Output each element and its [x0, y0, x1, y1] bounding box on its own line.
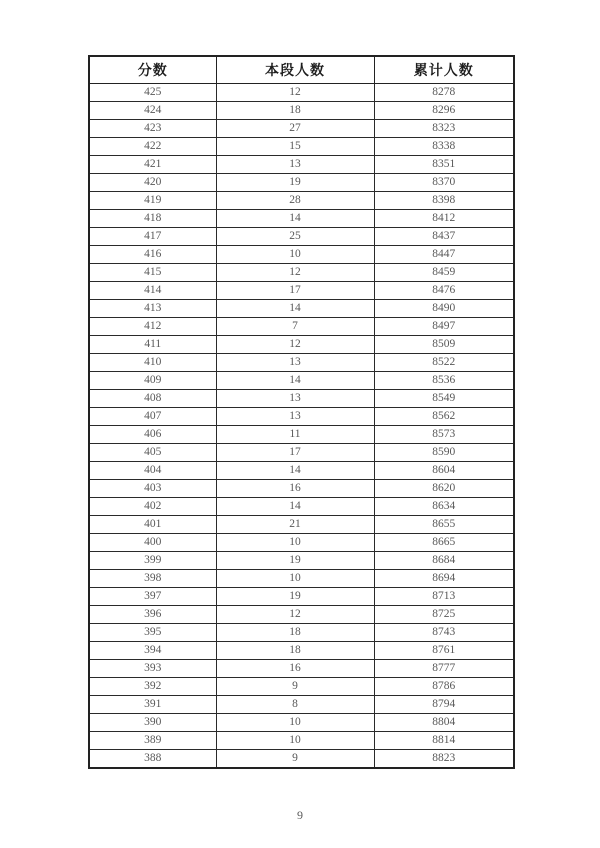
table-cell: 8655 [374, 516, 514, 534]
table-cell: 13 [216, 156, 374, 174]
table-cell: 414 [89, 282, 216, 300]
table-cell: 8786 [374, 678, 514, 696]
table-row [89, 444, 514, 462]
table-cell: 8536 [374, 372, 514, 390]
table-cell: 16 [216, 480, 374, 498]
table-cell: 407 [89, 408, 216, 426]
table-cell: 12 [216, 264, 374, 282]
header-cumulative-count: 累计人数 [374, 56, 514, 84]
table-row [89, 228, 514, 246]
table-row [89, 534, 514, 552]
header-segment-count: 本段人数 [216, 56, 374, 84]
table-cell: 8509 [374, 336, 514, 354]
table-cell: 8562 [374, 408, 514, 426]
table-cell: 19 [216, 552, 374, 570]
table-cell: 8412 [374, 210, 514, 228]
table-cell: 397 [89, 588, 216, 606]
table-cell: 403 [89, 480, 216, 498]
table-cell: 8296 [374, 102, 514, 120]
table-cell: 14 [216, 498, 374, 516]
table-cell: 396 [89, 606, 216, 624]
table-cell: 8338 [374, 138, 514, 156]
table-cell: 409 [89, 372, 216, 390]
table-cell: 16 [216, 660, 374, 678]
table-cell: 13 [216, 390, 374, 408]
table-cell: 420 [89, 174, 216, 192]
table-cell: 8398 [374, 192, 514, 210]
table-row [89, 678, 514, 696]
table-row [89, 732, 514, 750]
table-cell: 10 [216, 570, 374, 588]
table-row [89, 588, 514, 606]
table-cell: 17 [216, 282, 374, 300]
table-row [89, 516, 514, 534]
table-cell: 8634 [374, 498, 514, 516]
header-score: 分数 [89, 56, 216, 84]
table-header-row [89, 56, 514, 84]
table-cell: 398 [89, 570, 216, 588]
table-cell: 8804 [374, 714, 514, 732]
table-cell: 8665 [374, 534, 514, 552]
table-cell: 401 [89, 516, 216, 534]
table-cell: 14 [216, 462, 374, 480]
table-cell: 15 [216, 138, 374, 156]
table-cell: 399 [89, 552, 216, 570]
table-cell: 14 [216, 300, 374, 318]
table-cell: 412 [89, 318, 216, 336]
table-cell: 7 [216, 318, 374, 336]
table-cell: 8447 [374, 246, 514, 264]
table-cell: 28 [216, 192, 374, 210]
table-cell: 391 [89, 696, 216, 714]
table-cell: 8814 [374, 732, 514, 750]
table-cell: 410 [89, 354, 216, 372]
table-row [89, 462, 514, 480]
table-cell: 389 [89, 732, 216, 750]
table-cell: 8794 [374, 696, 514, 714]
table-cell: 9 [216, 750, 374, 769]
table-cell: 8437 [374, 228, 514, 246]
table-cell: 8620 [374, 480, 514, 498]
table-cell: 13 [216, 354, 374, 372]
table-cell: 25 [216, 228, 374, 246]
table-cell: 12 [216, 606, 374, 624]
table-row [89, 606, 514, 624]
table-cell: 8459 [374, 264, 514, 282]
table-cell: 8549 [374, 390, 514, 408]
table-row [89, 354, 514, 372]
table-cell: 395 [89, 624, 216, 642]
table-row [89, 714, 514, 732]
table-row [89, 264, 514, 282]
table-cell: 8490 [374, 300, 514, 318]
table-cell: 18 [216, 102, 374, 120]
table-row [89, 408, 514, 426]
table-row [89, 174, 514, 192]
table-row [89, 138, 514, 156]
table-cell: 8725 [374, 606, 514, 624]
table-row [89, 192, 514, 210]
table-row [89, 624, 514, 642]
table-cell: 411 [89, 336, 216, 354]
table-cell: 406 [89, 426, 216, 444]
table-cell: 8684 [374, 552, 514, 570]
table-row [89, 480, 514, 498]
table-cell: 10 [216, 246, 374, 264]
table-cell: 8694 [374, 570, 514, 588]
table-cell: 408 [89, 390, 216, 408]
table-cell: 8351 [374, 156, 514, 174]
table-cell: 18 [216, 642, 374, 660]
table-row [89, 282, 514, 300]
table-row [89, 570, 514, 588]
table-row [89, 750, 514, 769]
table-cell: 8777 [374, 660, 514, 678]
table-cell: 424 [89, 102, 216, 120]
table-cell: 8 [216, 696, 374, 714]
table-cell: 8604 [374, 462, 514, 480]
table-cell: 10 [216, 714, 374, 732]
table-cell: 415 [89, 264, 216, 282]
table-row [89, 696, 514, 714]
table-cell: 8323 [374, 120, 514, 138]
table-cell: 419 [89, 192, 216, 210]
table-row [89, 336, 514, 354]
table-row [89, 210, 514, 228]
table-cell: 422 [89, 138, 216, 156]
table-cell: 394 [89, 642, 216, 660]
table-cell: 425 [89, 84, 216, 102]
table-cell: 413 [89, 300, 216, 318]
table-row [89, 660, 514, 678]
table-cell: 8713 [374, 588, 514, 606]
table-cell: 417 [89, 228, 216, 246]
table-cell: 400 [89, 534, 216, 552]
table-row [89, 390, 514, 408]
table-cell: 13 [216, 408, 374, 426]
table-row [89, 84, 514, 102]
table-cell: 8476 [374, 282, 514, 300]
table-cell: 392 [89, 678, 216, 696]
table-cell: 17 [216, 444, 374, 462]
table-cell: 14 [216, 210, 374, 228]
table-row [89, 246, 514, 264]
table-row [89, 372, 514, 390]
table-row [89, 102, 514, 120]
table-row [89, 552, 514, 570]
table-cell: 18 [216, 624, 374, 642]
table-cell: 19 [216, 174, 374, 192]
table-cell: 12 [216, 84, 374, 102]
table-cell: 393 [89, 660, 216, 678]
table-cell: 423 [89, 120, 216, 138]
table-cell: 404 [89, 462, 216, 480]
table-body [89, 84, 514, 769]
page-number: 9 [297, 808, 303, 822]
table-cell: 10 [216, 732, 374, 750]
table-cell: 421 [89, 156, 216, 174]
table-row [89, 156, 514, 174]
score-distribution-table [88, 55, 515, 769]
table-cell: 418 [89, 210, 216, 228]
table-row [89, 426, 514, 444]
table-cell: 405 [89, 444, 216, 462]
table-cell: 402 [89, 498, 216, 516]
table-cell: 14 [216, 372, 374, 390]
table-cell: 9 [216, 678, 374, 696]
table-cell: 12 [216, 336, 374, 354]
table-cell: 416 [89, 246, 216, 264]
table-row [89, 642, 514, 660]
table-cell: 21 [216, 516, 374, 534]
table-cell: 390 [89, 714, 216, 732]
table-cell: 8278 [374, 84, 514, 102]
table-row [89, 300, 514, 318]
table-cell: 388 [89, 750, 216, 769]
table-cell: 8370 [374, 174, 514, 192]
table-cell: 11 [216, 426, 374, 444]
table-cell: 8522 [374, 354, 514, 372]
table-cell: 8743 [374, 624, 514, 642]
table-row [89, 318, 514, 336]
table-cell: 8497 [374, 318, 514, 336]
table-row [89, 120, 514, 138]
table-cell: 27 [216, 120, 374, 138]
table-row [89, 498, 514, 516]
table-cell: 8573 [374, 426, 514, 444]
table-cell: 8761 [374, 642, 514, 660]
table-cell: 8823 [374, 750, 514, 769]
table-cell: 8590 [374, 444, 514, 462]
table-cell: 10 [216, 534, 374, 552]
table-cell: 19 [216, 588, 374, 606]
